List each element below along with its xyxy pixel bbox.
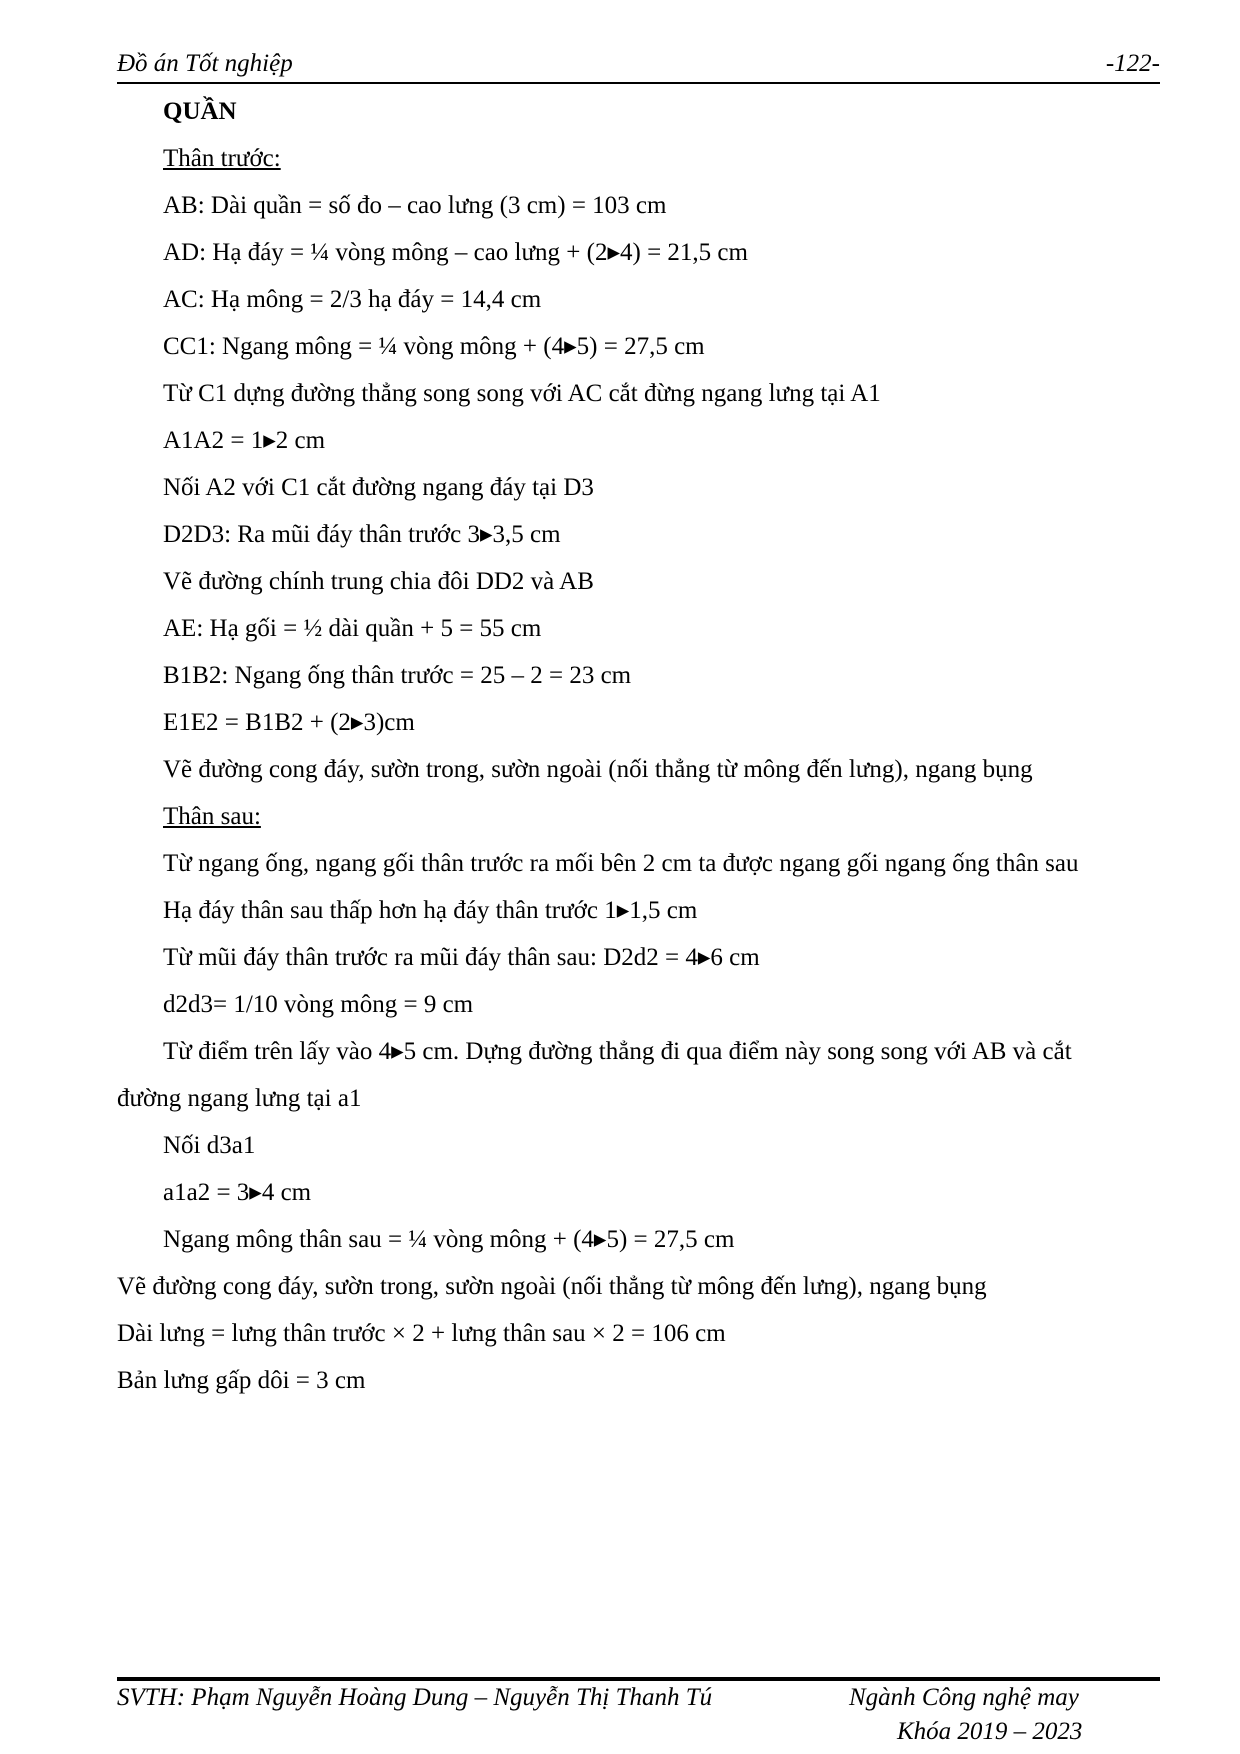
front-line: CC1: Ngang mông = ¼ vòng mông + (4▸5) = 27,5 cm <box>163 333 705 360</box>
footer-year: Khóa 2019 – 2023 <box>897 1718 1083 1745</box>
back-line: a1a2 = 3▸4 cm <box>163 1179 312 1206</box>
footer-authors: SVTH: Phạm Nguyễn Hoàng Dung – Nguyễn Thị Thanh Tú <box>117 1684 713 1711</box>
front-line: E1E2 = B1B2 + (2▸3)cm <box>163 709 415 736</box>
front-heading: Thân trước: <box>163 145 281 172</box>
back-line: Dài lưng = lưng thân trước × 2 + lưng thân sau × 2 = 106 cm <box>117 1320 726 1347</box>
front-line: Nối A2 với C1 cắt đường ngang đáy tại D3 <box>163 474 594 501</box>
front-line: D2D3: Ra mũi đáy thân trước 3▸3,5 cm <box>163 521 561 548</box>
back-line: d2d3= 1/10 vòng mông = 9 cm <box>163 991 474 1018</box>
back-line: Hạ đáy thân sau thấp hơn hạ đáy thân trước 1▸1,5 cm <box>163 897 698 924</box>
back-line: Bản lưng gấp dôi = 3 cm <box>117 1367 366 1394</box>
front-line: AB: Dài quần = số đo – cao lưng (3 cm) = 103 cm <box>163 192 667 219</box>
page-footer <box>117 1684 1160 1750</box>
back-line: Từ ngang ống, ngang gối thân trước ra mối bên 2 cm ta được ngang gối ngang ống thân sau <box>163 850 1079 877</box>
back-line: Từ mũi đáy thân trước ra mũi đáy thân sau: D2d2 = 4▸6 cm <box>163 944 760 971</box>
front-line: Từ C1 dựng đường thẳng song song với AC cắt đừng ngang lưng tại A1 <box>163 380 881 407</box>
front-line: A1A2 = 1▸2 cm <box>163 427 326 454</box>
back-line: Nối d3a1 <box>163 1132 256 1159</box>
back-line: đường ngang lưng tại a1 <box>117 1085 362 1112</box>
document-title: Đồ án Tốt nghiệp <box>117 50 293 77</box>
back-line: Từ điểm trên lấy vào 4▸5 cm. Dựng đường thẳng đi qua điểm này song song với AB và cắt <box>163 1038 1072 1065</box>
front-line: B1B2: Ngang ống thân trước = 25 – 2 = 23 cm <box>163 662 632 689</box>
section-title: QUẦN <box>163 98 237 125</box>
footer-major: Ngành Công nghệ may <box>849 1684 1079 1711</box>
front-line: Vẽ đường cong đáy, sườn trong, sườn ngoài (nối thẳng từ mông đến lưng), ngang bụng <box>163 756 1033 783</box>
page-body <box>117 88 1160 1404</box>
front-line: Vẽ đường chính trung chia đôi DD2 và AB <box>163 568 594 595</box>
header-divider <box>117 82 1160 84</box>
page-number: -122- <box>1105 50 1160 77</box>
front-line: AD: Hạ đáy = ¼ vòng mông – cao lưng + (2▸4) = 21,5 cm <box>163 239 748 266</box>
back-line: Ngang mông thân sau = ¼ vòng mông + (4▸5) = 27,5 cm <box>163 1226 735 1253</box>
front-line: AC: Hạ mông = 2/3 hạ đáy = 14,4 cm <box>163 286 542 313</box>
footer-divider <box>117 1677 1160 1681</box>
page-header <box>117 48 1160 84</box>
back-heading: Thân sau: <box>163 803 261 830</box>
back-line: Vẽ đường cong đáy, sườn trong, sườn ngoài (nối thẳng từ mông đến lưng), ngang bụng <box>117 1273 987 1300</box>
front-line: AE: Hạ gối = ½ dài quần + 5 = 55 cm <box>163 615 542 642</box>
